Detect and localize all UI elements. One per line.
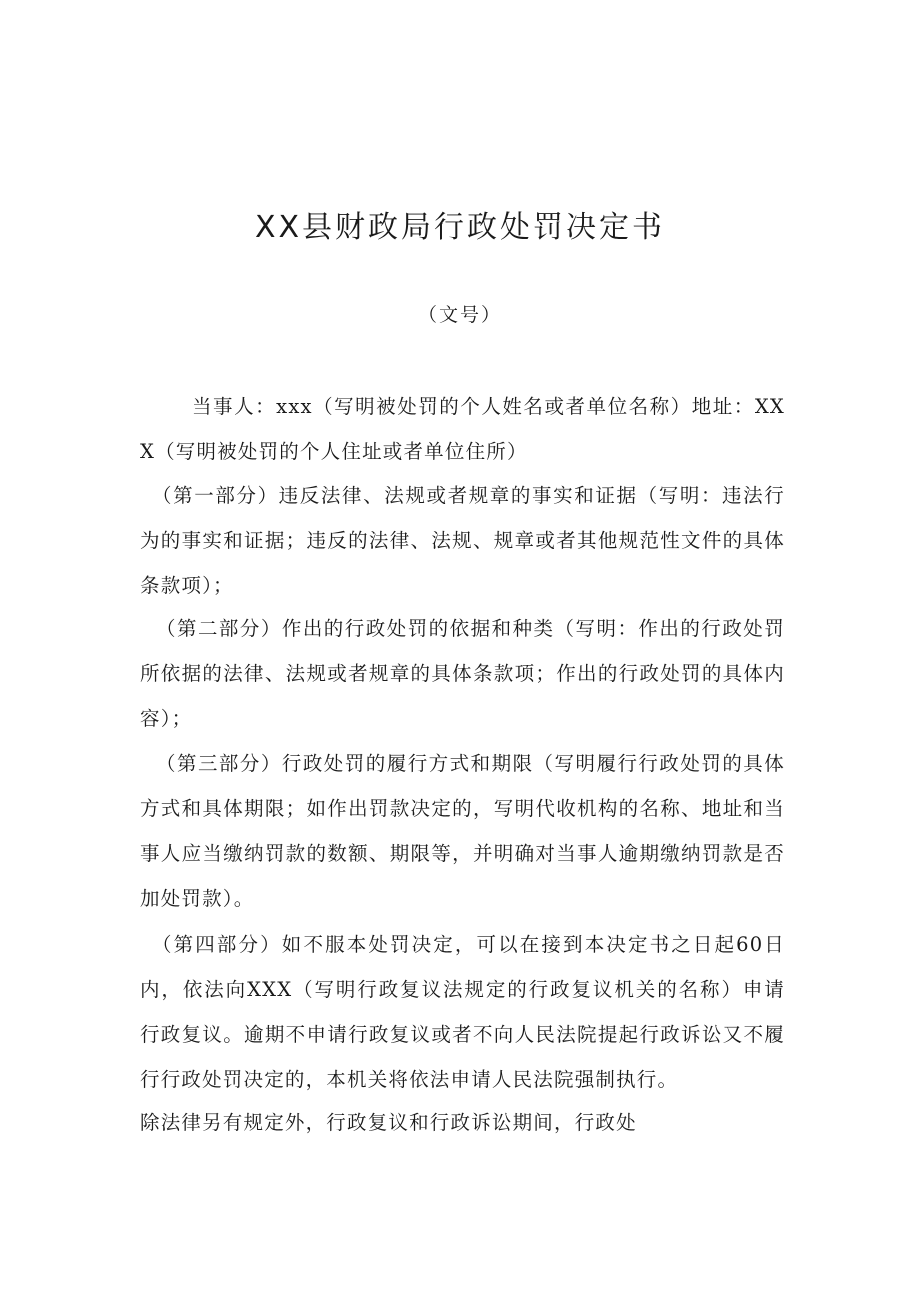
part-four-paragraph: （第四部分）如不服本处罚决定，可以在接到本决定书之日起60日内，依法向XXX（写明行政复议法规定的行政复议机关的名称）申请行政复议。逾期不申请行政复议或者不向人民法院提起行政诉讼又不履行行政处罚决定的，本机关将依法申请人民法院强制执行。 <box>140 933 785 1091</box>
part-two-paragraph: （第二部分）作出的行政处罚的依据和种类（写明：作出的行政处罚所依据的法律、法规或者规章的具体条款项；作出的行政处罚的具体内容）； <box>140 617 785 730</box>
party-info-paragraph: 当事人：xxx（写明被处罚的个人姓名或者单位名称）地址：XXX（写明被处罚的个人住址或者单位住所） <box>140 395 785 463</box>
document-number: （文号） <box>417 304 502 326</box>
document-title: XX县财政局行政处罚决定书 <box>254 210 666 245</box>
part-one-paragraph: （第一部分）违反法律、法规或者规章的事实和证据（写明：违法行为的事实和证据；违反的法律、法规、规章或者其他规范性文件的具体条款项）； <box>140 484 785 597</box>
part-three-paragraph: （第三部分）行政处罚的履行方式和期限（写明履行行政处罚的具体方式和具体期限；如作出罚款决定的，写明代收机构的名称、地址和当事人应当缴纳罚款的数额、期限等，并明确对当事人逾期缴纳罚款是否加处罚款）。 <box>140 752 785 910</box>
closing-paragraph: 除法律另有规定外，行政复议和行政诉讼期间，行政处 <box>140 1111 637 1134</box>
